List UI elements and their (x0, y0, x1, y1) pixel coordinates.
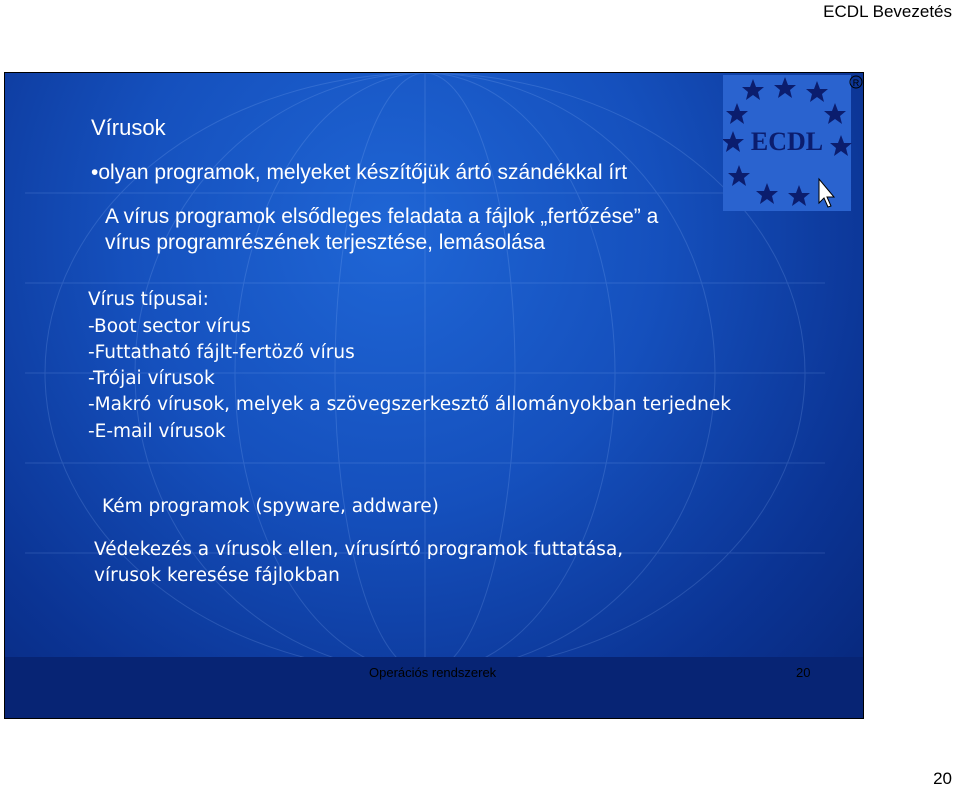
type-item: -Boot sector vírus (88, 316, 251, 337)
type-item: -Futtatható fájlt-fertöző vírus (88, 342, 355, 363)
registered-mark: R (852, 78, 860, 88)
spyware-line: Kém programok (spyware, addware) (102, 496, 439, 517)
paragraph-line-1: A vírus programok elsődleges feladata a fájlok „fertőzése” a (105, 205, 659, 228)
protection-line-2: vírusok keresése fájlokban (94, 565, 340, 586)
footer-slide-number: 20 (796, 665, 811, 680)
slide (4, 72, 864, 719)
bullet-item: •olyan programok, melyeket készítőjük ártó szándékkal írt (91, 161, 628, 184)
types-heading: Vírus típusai: (88, 289, 209, 310)
footer-label: Operációs rendszerek (369, 665, 497, 680)
slide-title: Vírusok (91, 115, 166, 140)
type-item: -E-mail vírusok (88, 421, 226, 442)
paragraph-line-2: vírus programrészének terjesztése, lemásolása (105, 231, 546, 254)
type-item: -Trójai vírusok (88, 368, 215, 389)
bullet-dot: • (91, 161, 99, 184)
ecdl-logo (723, 75, 863, 211)
logo-text: ECDL (750, 127, 824, 156)
type-item: -Makró vírusok, melyek a szövegszerkesztő állományokban terjednek (88, 394, 731, 415)
page-header-title: ECDL Bevezetés (823, 2, 952, 21)
page-number: 20 (933, 769, 952, 788)
protection-line-1: Védekezés a vírusok ellen, vírusírtó programok futtatása, (94, 539, 624, 560)
